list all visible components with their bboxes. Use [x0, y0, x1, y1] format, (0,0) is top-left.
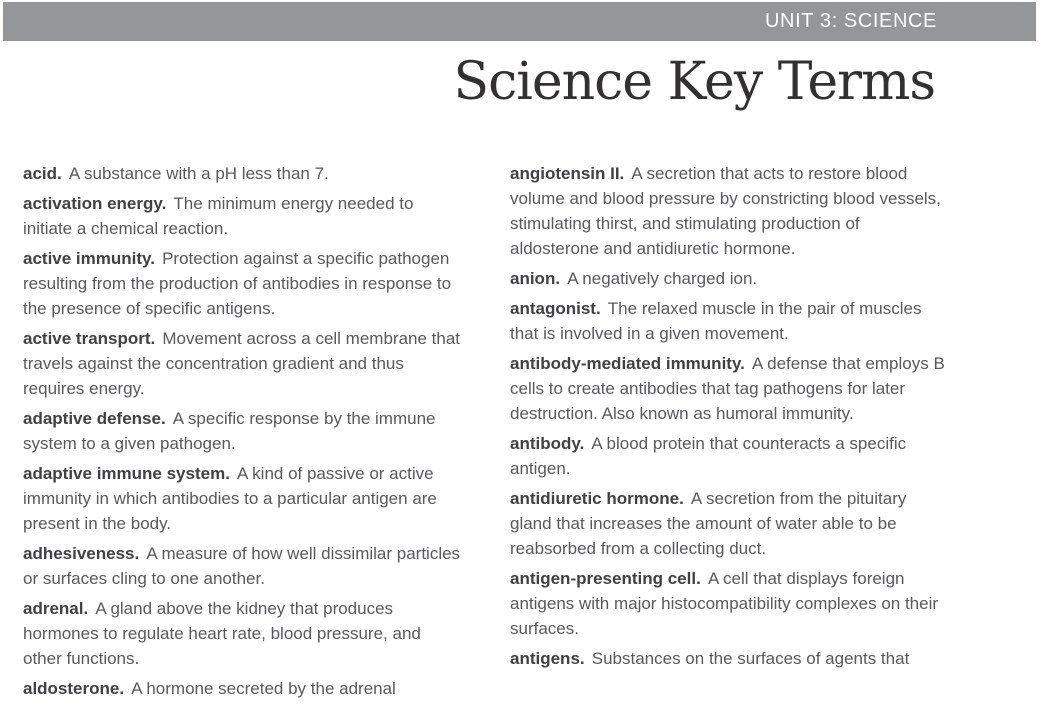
- term-label: antigens.: [510, 649, 585, 668]
- term-definition: A cell that displays foreign antigens with major histocompatibility complexes on their surfaces.: [510, 569, 939, 638]
- term-definition: A hormone secreted by the adrenal: [131, 679, 396, 698]
- term-definition: The minimum energy needed to initiate a chemical reaction.: [23, 194, 414, 238]
- term-label: antagonist.: [510, 299, 601, 318]
- term-definition: A negatively charged ion.: [567, 269, 758, 288]
- glossary-entry: [510, 161, 950, 261]
- glossary-entry: [510, 486, 950, 561]
- term-label: angiotensin II.: [510, 164, 625, 183]
- term-definition: A specific response by the immune system to a given pathogen.: [23, 409, 436, 453]
- term-definition: A secretion from the pituitary gland that increases the amount of water able to be reabsorbed from a collecting duct.: [510, 489, 907, 558]
- unit-label: UNIT 3: SCIENCE: [765, 10, 937, 32]
- glossary-entry: [23, 461, 463, 536]
- glossary-entry: [23, 596, 463, 671]
- term-label: activation energy.: [23, 194, 167, 213]
- term-label: active immunity.: [23, 249, 155, 268]
- glossary-entry: [510, 351, 950, 426]
- term-label: active transport.: [23, 329, 156, 348]
- glossary-entry: [23, 246, 463, 321]
- term-label: adaptive defense.: [23, 409, 166, 428]
- term-label: anion.: [510, 269, 561, 288]
- term-label: antidiuretic hormone.: [510, 489, 684, 508]
- term-label: adaptive immune system.: [23, 464, 230, 483]
- glossary-entry: [23, 191, 463, 241]
- term-definition: The relaxed muscle in the pair of muscles that is involved in a given movement.: [510, 299, 922, 343]
- glossary-column-right: [510, 161, 950, 706]
- glossary-entry: [23, 406, 463, 456]
- term-definition: A blood protein that counteracts a specific antigen.: [510, 434, 907, 478]
- term-definition: Substances on the surfaces of agents that: [591, 649, 910, 668]
- glossary: [0, 161, 1041, 706]
- glossary-entry: [23, 326, 463, 401]
- page-title: Science Key Terms: [453, 52, 935, 112]
- unit-header-bar: [3, 2, 1036, 41]
- glossary-entry: [23, 676, 463, 701]
- glossary-entry: [510, 646, 950, 671]
- term-label: aldosterone.: [23, 679, 125, 698]
- term-label: antibody-mediated immunity.: [510, 354, 745, 373]
- glossary-entry: [510, 566, 950, 641]
- term-label: adrenal.: [23, 599, 89, 618]
- term-definition: A secretion that acts to restore blood volume and blood pressure by constricting blood vessels, stimulating thirst, and stimulating production of aldosterone and antidiuretic hormone.: [510, 164, 941, 258]
- term-label: antigen-presenting cell.: [510, 569, 701, 588]
- term-label: adhesiveness.: [23, 544, 140, 563]
- term-label: antibody.: [510, 434, 585, 453]
- term-definition: A measure of how well dissimilar particles or surfaces cling to one another.: [23, 544, 461, 588]
- term-definition: A gland above the kidney that produces hormones to regulate heart rate, blood pressure, and other functions.: [23, 599, 421, 668]
- glossary-entry: [510, 266, 950, 291]
- term-label: acid.: [23, 164, 62, 183]
- term-definition: A kind of passive or active immunity in which antibodies to a particular antigen are present in the body.: [23, 464, 437, 533]
- term-definition: Movement across a cell membrane that travels against the concentration gradient and thus requires energy.: [23, 329, 461, 398]
- term-definition: A defense that employs B cells to create antibodies that tag pathogens for later destruction. Also known as humoral immunity.: [510, 354, 945, 423]
- term-definition: A substance with a pH less than 7.: [68, 164, 329, 183]
- glossary-entry: [23, 161, 463, 186]
- term-definition: Protection against a specific pathogen resulting from the production of antibodies in response to the presence of specific antigens.: [23, 249, 452, 318]
- glossary-entry: [23, 541, 463, 591]
- glossary-column-left: [23, 161, 463, 706]
- glossary-entry: [510, 296, 950, 346]
- glossary-entry: [510, 431, 950, 481]
